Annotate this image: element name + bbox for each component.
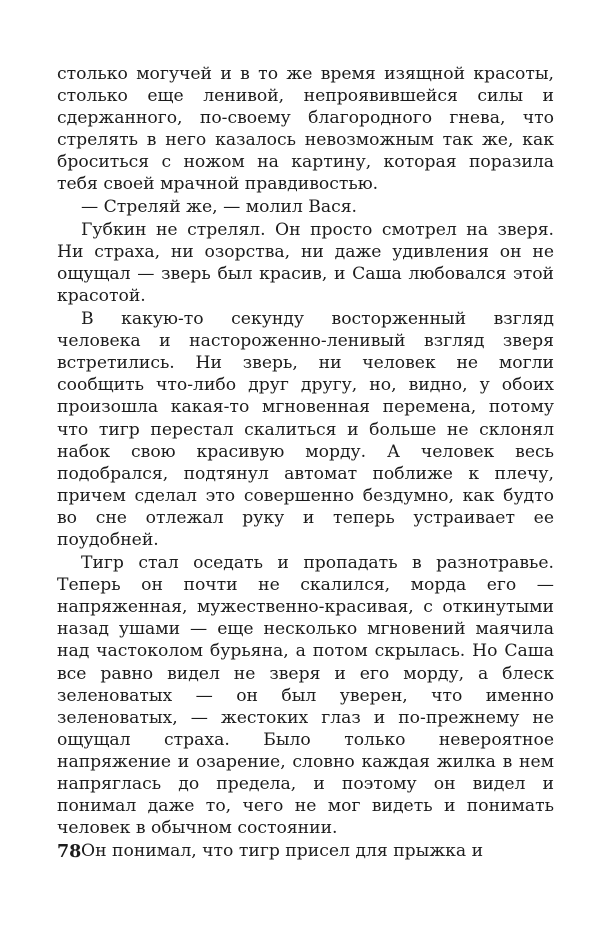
paragraph-4: В какую-то секунду восторженный взгляд человека и настороженно-ленивый взгляд зверя встретились. Ни зверь, ни человек не могли сообщить что-либо друг другу, но, видно, у обоих произошла какая-то мгновенная перемена, потому что тигр перестал скалиться и больше не склонял набок свою красивую морду. А человек весь подобрался, подтянул автомат поближе к плечу, причем сделал это совершенно бездумно, как будто во сне отлежал руку и теперь устраивает ее поудобней. bbox=[57, 309, 554, 550]
page-body bbox=[57, 63, 554, 862]
paragraph-6: Он понимал, что тигр присел для прыжка и bbox=[81, 841, 484, 862]
paragraph-3: Губкин не стрелял. Он просто смотрел на зверя. Ни страха, ни озорства, ни даже удивления он не ощущал — зверь был красив, и Саша любовался этой красотой. bbox=[57, 219, 554, 306]
paragraph-1: столько могучей и в то же время изящной красоты, столько еще ленивой, непроявившейся силы и сдержанного, по-своему благородного гнева, что стрелять в него казалось невозможным так же, как броситься с ножом на картину, которая поразила тебя своей мрачной правдивостью. bbox=[57, 64, 554, 195]
paragraph-5: Тигр стал оседать и пропадать в разнотравье. Теперь он почти не скалился, морда его — напряженная, мужественно-красивая, с откинутыми назад ушами — еще несколько мгновений маячила над частоколом бурьяна, а потом скрылась. Но Саша все равно видел не зверя и его морду, а блеск зеленоватых — он был уверен, что именно зеленоватых, — жестоких глаз и по-прежнему не ощущал страха. Было только невероятное напряжение и озарение, словно каждая жилка в нем напряглась до предела, и поэтому он видел и понимал даже то, чего не мог видеть и понимать человек в обычном состоянии. bbox=[57, 553, 554, 839]
page-number: 78 bbox=[57, 842, 82, 862]
paragraph-2: — Стреляй же, — молил Вася. bbox=[81, 196, 358, 217]
